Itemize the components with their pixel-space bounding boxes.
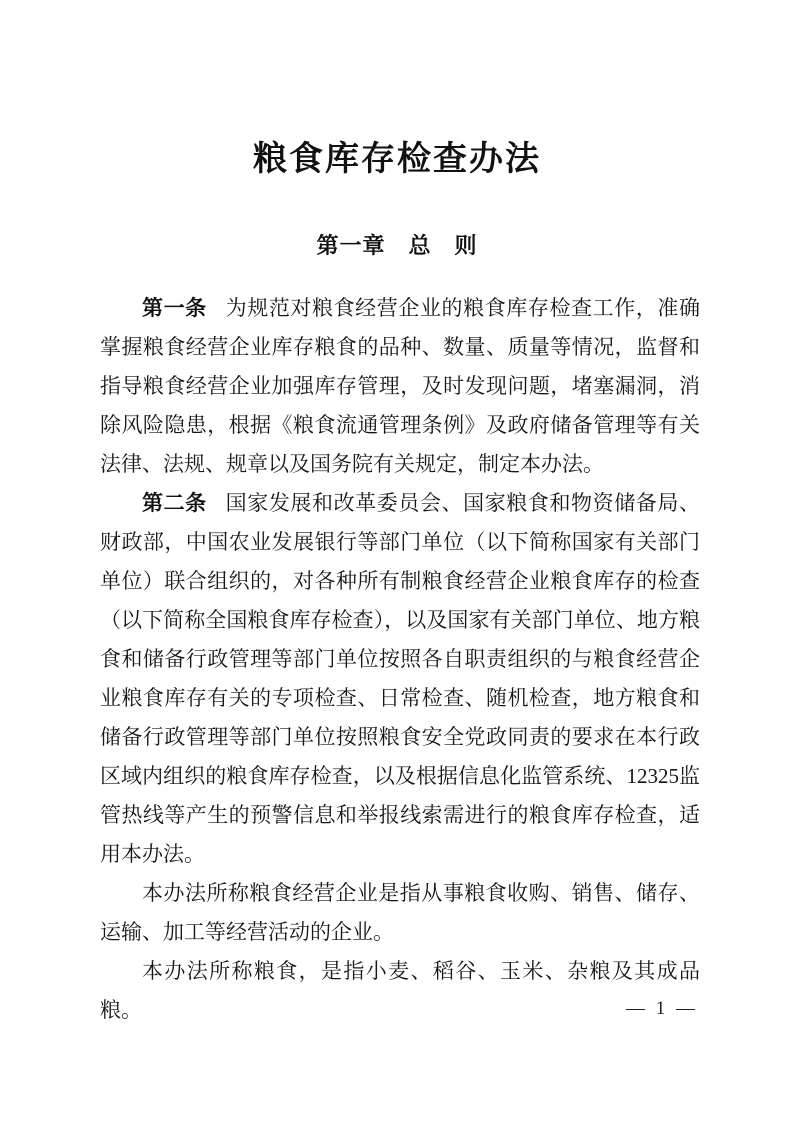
paragraph-definition-grain [100, 952, 700, 1030]
paragraph-definition-enterprise [100, 874, 700, 952]
paragraph-text: 本办法所称粮食经营企业是指从事粮食收购、销售、储存、运输、加工等经营活动的企业。 [100, 881, 700, 945]
paragraph-article-1 [100, 289, 700, 484]
document-body [100, 289, 700, 1030]
chapter-heading: 第一章 总 则 [316, 232, 478, 258]
paragraph-text: 国家发展和改革委员会、国家粮食和物资储备局、财政部，中国农业发展银行等部门单位（以下简称国家有关部门单位）联合组织的，对各种所有制粮食经营企业粮食库存的检查（以下简称全国粮食库存检查），以及国家有关部门单位、地方粮食和储备行政管理等部门单位按照各自职责组织的与粮食经营企业粮食库存有关的专项检查、日常检查、随机检查，地方粮食和储备行政管理等部门单位按照粮食安全党政同责的要求在本行政区域内组织的粮食库存检查，以及根据信息化监管系统、12325监管热线等产生的预警信息和举报线索需进行的粮食库存检查，适用本办法。 [100, 491, 700, 867]
page-number: — 1 — [626, 998, 698, 1019]
paragraph-article-2 [100, 484, 700, 874]
paragraph-label: 第二条 [142, 492, 207, 516]
paragraph-label: 第一条 [142, 297, 207, 321]
paragraph-text: 为规范对粮食经营企业的粮食库存检查工作，准确掌握粮食经营企业库存粮食的品种、数量、质量等情况，监督和指导粮食经营企业加强库存管理，及时发现问题，堵塞漏洞，消除风险隐患，根据《粮食流通管理条例》及政府储备管理等有关法律、法规、规章以及国务院有关规定，制定本办法。 [100, 296, 700, 477]
paragraph-text: 本办法所称粮食，是指小麦、稻谷、玉米、杂粮及其成品粮。 [100, 959, 700, 1023]
document-title: 粮食库存检查办法 [253, 141, 541, 178]
